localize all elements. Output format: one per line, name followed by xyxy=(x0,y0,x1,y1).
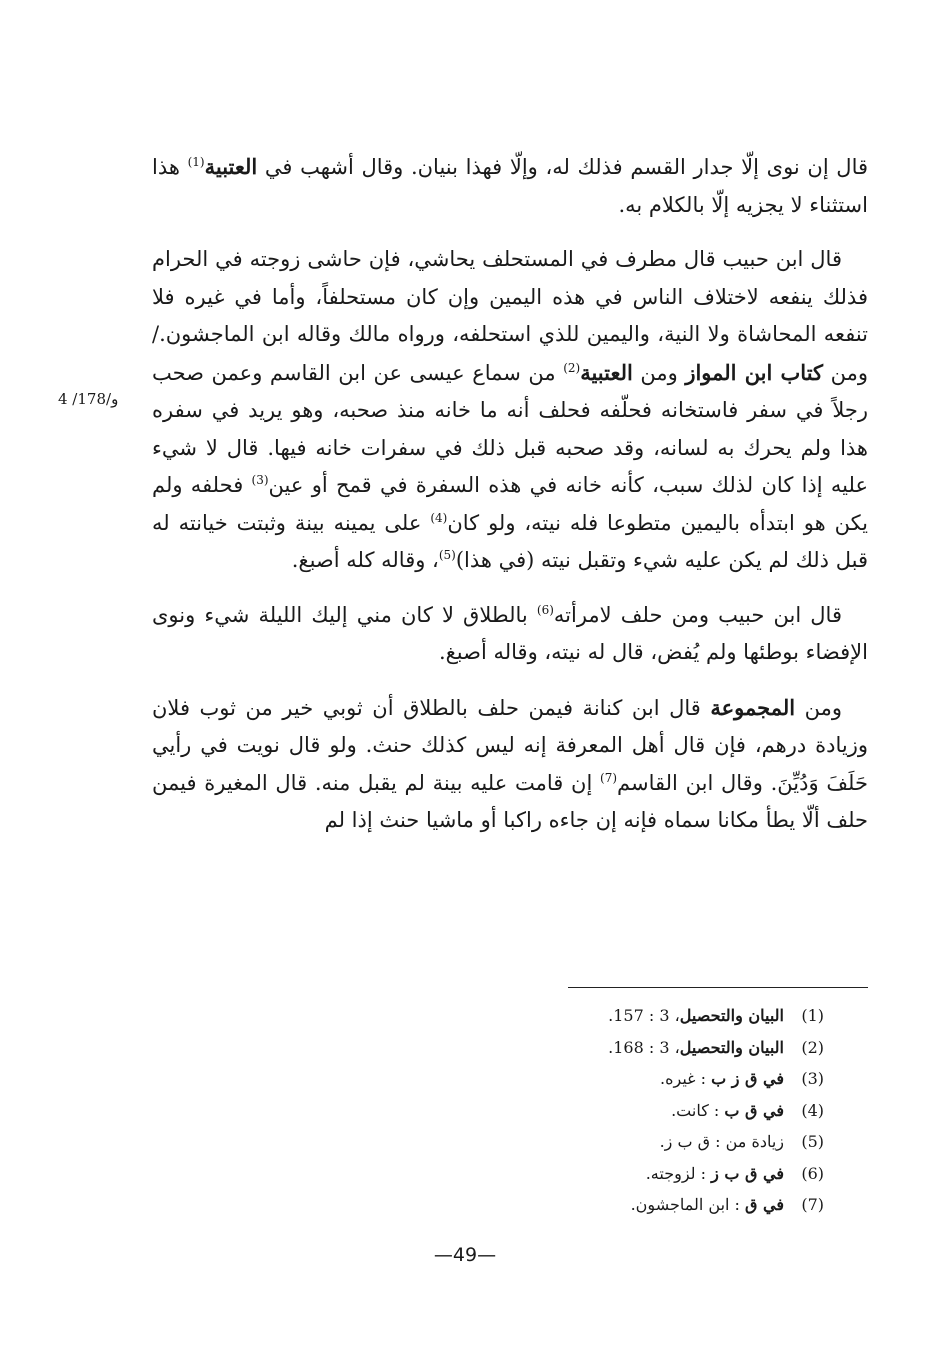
footnote-item xyxy=(500,1126,824,1158)
footnote-number: (2) xyxy=(801,1037,824,1057)
text-run: قال ابن كنانة فيمن حلف بالطلاق أن ثوبي خير من ثوب فلان وزيادة درهم، فإن قال أهل المعرفة إنه ليس كذلك حنث. ولو قال نويت في رأيي حَلَفَ وَدُيِّنَ. وقال ابن القاسم xyxy=(152,695,868,795)
footnote-number: (1) xyxy=(801,1006,824,1025)
footnote-item xyxy=(500,1189,824,1221)
text-run: قال ابن حبيب قال مطرف في المستحلف يحاشي، فإن حاشى زوجته في الحرام فذلك ينفعه لاختلاف الناس في هذه اليمين وإن كان مستحلفاً، وأما في غيره فلا تنفعه المحاشاة ولا النية، واليمين للذي استحلفه، ورواه مالك وقاله ابن الماجشون./ ومن xyxy=(152,247,868,385)
text-run: ومن xyxy=(795,695,842,720)
footnote-divider xyxy=(568,987,868,988)
bold-title-text: المجموعة xyxy=(710,694,796,720)
text-run: من سماع عيسى عن ابن القاسم وعمن صحب رجلاً في سفر فاستخانه فحلّفه فحلف أنه ما خانه منذ صحبه، وهو يريد في سفره هذا ولم يحرك به لسانه، وقد صحبه قبل ذلك في سفرات خانه فيها. قال لا شيء عليه إذا كان لذلك سبب، كأنه خانه في هذه السفرة في قمح أو عين xyxy=(152,360,868,497)
footnote-number: (7) xyxy=(801,1195,824,1214)
bold-title-text: العتبية xyxy=(204,154,258,179)
text-run: بالطلاق لا كان مني إليك الليلة شيء ونوى الإفضاء بوطئها ولم يُفض، قال له نيته، وقاله أصبغ. xyxy=(152,602,868,664)
footnote-number: (5) xyxy=(801,1132,824,1151)
footnote-number: (4) xyxy=(801,1100,824,1120)
manuscript-folio-note: 4 /178/و xyxy=(58,390,119,408)
bold-title-text: في ق ز ب xyxy=(711,1069,784,1088)
footnote-ref: (7) xyxy=(600,770,618,785)
text-run: : غيره. xyxy=(660,1069,712,1088)
footnote-ref: (5) xyxy=(438,548,456,562)
footnote-text xyxy=(500,1063,784,1095)
bold-title-text: كتاب ابن المواز xyxy=(685,359,824,385)
bold-title-text: في ق xyxy=(745,1195,784,1214)
text-run: : لزوجته. xyxy=(645,1163,712,1183)
footnotes xyxy=(500,1000,824,1221)
text-run: : ابن الماجشون. xyxy=(630,1195,746,1214)
text-run: ، 3 : 157. xyxy=(608,1006,680,1025)
footnote-text xyxy=(500,1095,784,1127)
footnote-item xyxy=(500,1032,824,1064)
footnote-ref: (4) xyxy=(430,510,448,525)
text-run: ، وقاله كله أصبغ. xyxy=(291,548,439,572)
footnote-item xyxy=(500,1000,824,1032)
footnote-number: (6) xyxy=(801,1163,824,1183)
text-run: فحلفه ولم يكن هو ابتدأه باليمين متطوعا فله نيته، ولو كان xyxy=(152,473,869,535)
bold-title-text: العتبية xyxy=(580,359,633,385)
footnote-text xyxy=(500,1032,784,1064)
paragraph xyxy=(152,148,868,224)
bold-title-text: البيان والتحصيل xyxy=(679,1037,784,1057)
text-run: ومن xyxy=(632,360,686,385)
bold-title-text: في ق ب xyxy=(724,1100,784,1120)
text-run: ، 3 : 168. xyxy=(608,1037,680,1057)
footnote-text xyxy=(500,1189,784,1221)
footnote-number: (3) xyxy=(801,1069,824,1088)
text-run: : كانت. xyxy=(671,1100,725,1120)
footnote-ref: (3) xyxy=(251,473,269,487)
text-run: على يمينه بينة وثبتت خيانته له قبل ذلك لم يكن عليه شيء وتقبل نيته (في هذا) xyxy=(152,510,868,572)
paragraph xyxy=(152,597,868,672)
text-run: قال ابن حبيب ومن حلف لامرأته xyxy=(553,602,842,627)
footnote-text xyxy=(500,1126,784,1158)
bold-title-text: في ق ب ز xyxy=(711,1163,784,1183)
footnote-item xyxy=(500,1063,824,1095)
text-run: إن قامت عليه بينة لم يقبل منه. قال المغيرة فيمن حلف ألّا يطأ مكانا سماه فإنه إن جاءه راكبا أو ماشيا حنث إذا لم xyxy=(152,770,868,832)
footnote-text xyxy=(500,1158,784,1190)
footnote-ref: (1) xyxy=(187,155,205,169)
main-text xyxy=(152,148,868,857)
text-run: هذا استثناء لا يجزيه إلّا بالكلام به. xyxy=(152,155,868,217)
footnote-text xyxy=(500,1000,784,1032)
bold-title-text: البيان والتحصيل xyxy=(679,1006,784,1025)
footnote-ref: (2) xyxy=(563,360,581,375)
page-number: —49— xyxy=(433,1244,497,1266)
text-run: قال إن نوى إلّا جدار القسم فذلك له، وإلّا فهذا بنيان. وقال أشهب في xyxy=(257,155,869,179)
footnote-item xyxy=(500,1095,824,1127)
text-run: زيادة من : ق ب ز. xyxy=(659,1132,784,1151)
footnote-item xyxy=(500,1158,824,1190)
paragraph xyxy=(152,689,868,840)
paragraph xyxy=(152,241,868,580)
footnote-ref: (6) xyxy=(536,602,554,617)
